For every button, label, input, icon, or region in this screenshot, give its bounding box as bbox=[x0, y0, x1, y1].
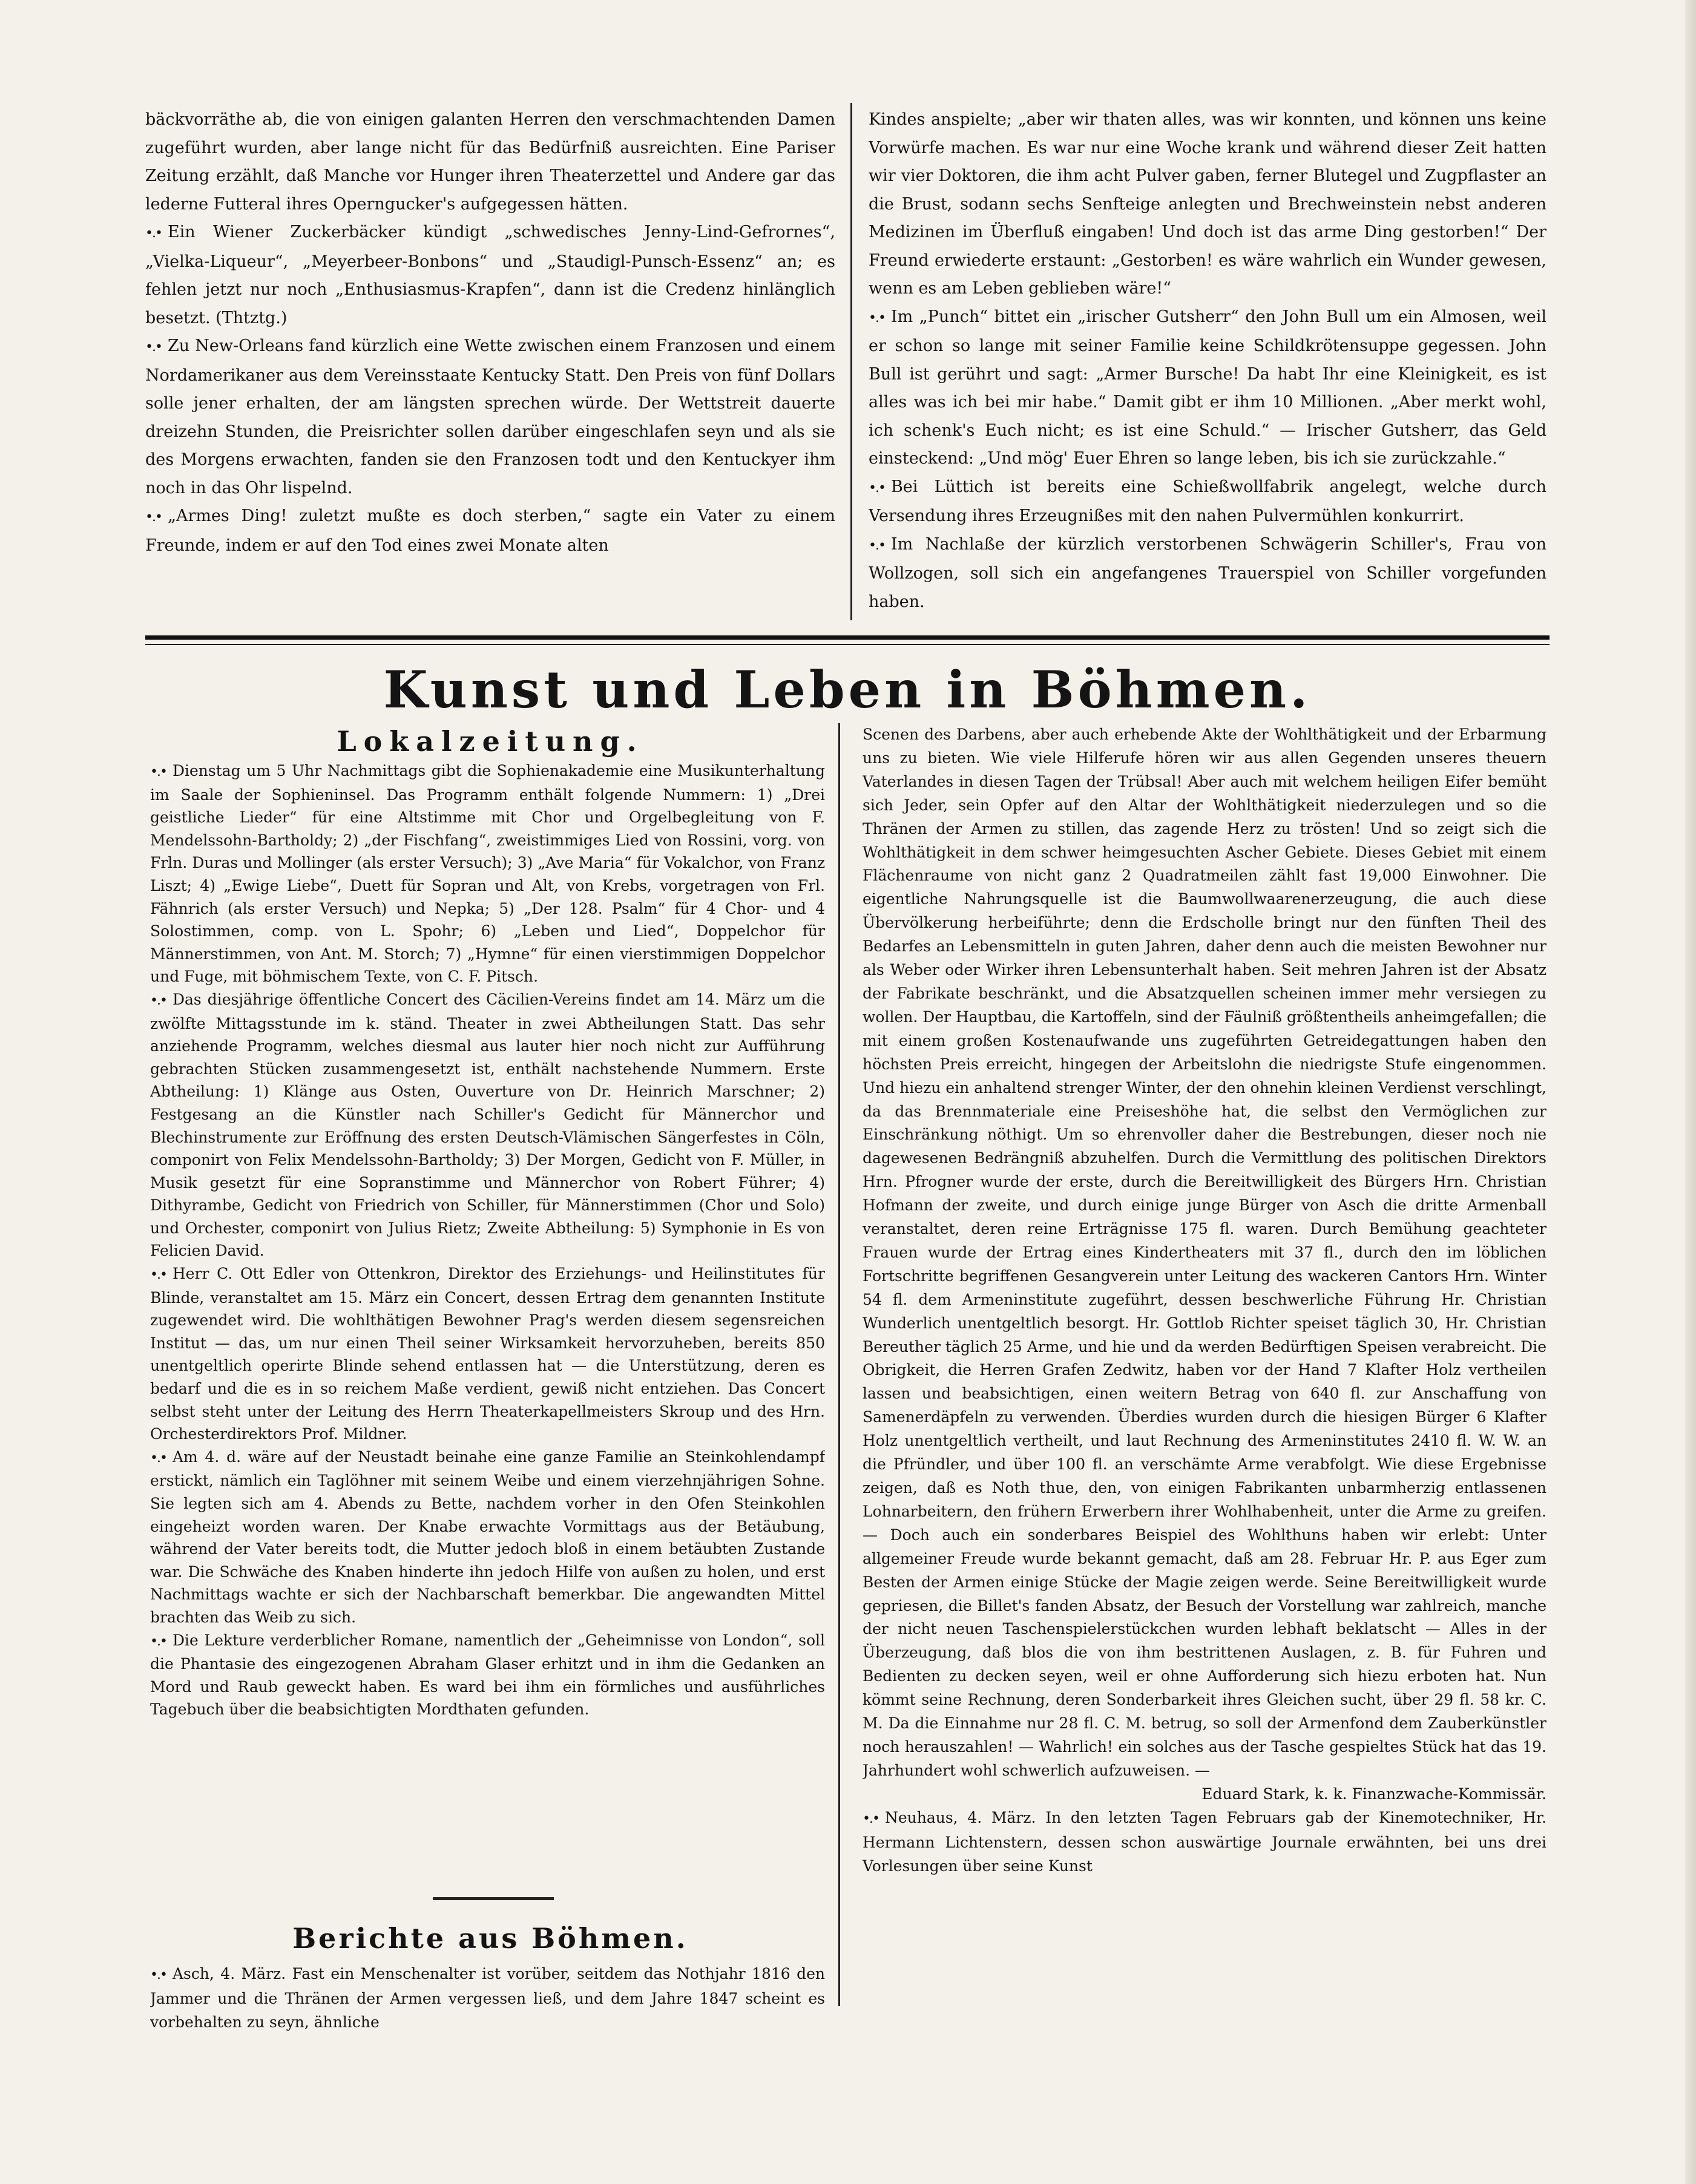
section-masthead: Kunst und Leben in Böhmen. bbox=[383, 660, 1312, 720]
news-item: •.• Asch, 4. März. Fast ein Menschenalter ist vorüber, seitdem das Nothjahr 1816 den Jammer und die Thränen der Armen vergessen ließ, und dem Jahre 1847 scheint es vorbehalten zu seyn, ähnliche bbox=[150, 1965, 825, 2031]
lokalzeitung-column bbox=[150, 759, 825, 1912]
column-divider bbox=[850, 103, 852, 620]
news-item: •.• Das diesjährige öffentliche Concert des Cäcilien-Vereins findet am 14. März um die zwölfte Mittagsstunde im k. ständ. Theater in zwei Abtheilungen Statt. Das sehr anziehende Programm, welches diesmal aus lauter hier noch nicht zur Aufführung gebrachten Stücken zusammengesetzt ist, enthält nachstehende Nummern. Erste Abtheilung: 1) Klänge aus Osten, Ouverture von Dr. Heinrich Marschner; 2) Festgesang an die Künstler nach Schiller's Gedicht für Männerchor und Blechinstrumente zur Eröffnung des ersten Deutsch-Vlämischen Sängerfestes in Cöln, componirt von Felix Mendelssohn-Bartholdy; 3) Der Morgen, Gedicht von F. Müller, in Musik gesetzt für eine Sopranstimme und Männerchor von Robert Führer; 4) Dithyrambe, Gedicht von Friedrich von Schiller, für Männerstimmen (Chor und Solo) und Orchester, componirt von Julius Rietz; Zweite Abtheilung: 5) Symphonie in Es von Felicien David. bbox=[150, 990, 825, 1260]
news-item: •.• Zu New-Orleans fand kürzlich eine Wette zwischen einem Franzosen und einem Nordamerikaner aus dem Vereinsstaate Kentucky Statt. Den Preis von fünf Dollars solle jener erhalten, der am längsten sprechen würde. Der Wettstreit dauerte dreizehn Stunden, die Preisrichter sollen darüber eingeschlafen seyn und als sie des Morgens erwachten, fanden sie den Franzosen todt und den Kentuckyer ihm noch in das Ohr lispelnd. bbox=[145, 336, 835, 497]
news-item: •.• Dienstag um 5 Uhr Nachmittags gibt die Sophienakademie eine Musikunterhaltung im Saale der Sophieninsel. Das Programm enthält folgende Nummern: 1) „Drei geistliche Lieder“ für eine Altstimme mit Chor und Orgelbegleitung von F. Mendelssohn-Bartholdy; 2) „der Fischfang“, zweistimmiges Lied von Rossini, vorg. von Frln. Duras und Mollinger (als erster Versuch); 3) „Ave Maria“ für Vokalchor, von Franz Liszt; 4) „Ewige Liebe“, Duett für Sopran und Alt, von Krebs, vorgetragen von Frl. Fähnrich (als erster Versuch) und Nepka; 5) „Der 128. Psalm“ für 4 Chor- und 4 Solostimmen, comp. von L. Spohr; 6) „Leben und Lied“, Doppelchor für Männerstimmen, von Ant. M. Storch; 7) „Hymne“ für einen vierstimmigen Doppelchor und Fuge, mit böhmischem Texte, von C. F. Pitsch. bbox=[150, 762, 825, 986]
scan-edge bbox=[1685, 0, 1696, 2184]
item-marker: •.• bbox=[150, 1450, 166, 1466]
item-marker: •.• bbox=[150, 992, 166, 1008]
paragraph: Scenen des Darbens, aber auch erhebende Akte der Wohlthätigkeit und der Erbarmung uns zu bieten. Wie viele Hilferufe hören wir aus allen Gegenden unseres theuern Vaterlandes in diesen Tagen der Trübsal! Aber auch mit welchem heiligen Eifer bemüht sich Jeder, sein Opfer auf den Altar der Wohlthätigkeit niederzulegen und so die Thränen der Armen zu stillen, das zagende Herz zu trösten! Und so zeigt sich die Wohlthätigkeit in dem schwer heimgesuchten Ascher Gebiete. Dieses Gebiet mit einem Flächenraume von nicht ganz 2 Quadratmeilen zählt fast 19,000 Einwohner. Die eigentliche Nahrungsquelle ist die Baumwollwaarenerzeugung, die auch diese Übervölkerung herbeiführte; denn die Erdscholle bringt nur den fünften Theil des Bedarfes an Lebensmitteln in guten Jahren, daher denn auch die meisten Bewohner nur als Weber oder Wirker ihren Lebensunterhalt haben. Seit mehren Jahren ist der Absatz der Fabrikate beschränkt, und die Absatzquellen scheinen immer mehr versiegen zu wollen. Der Hauptbau, die Kartoffeln, sind der Fäulniß größtentheils anheimgefallen; die mit einem großen Kostenaufwande uns zugeführten Getreidegattungen haben den höchsten Preis erreicht, hingegen der Arbeitslohn die niedrigste Stufe eingenommen. Und hiezu ein anhaltend strenger Winter, der den ohnehin kleinen Verdienst verschlingt, da das Brennmateriale eine Preiseshöhe hat, die selbst den Vermöglichen zur Einschränkung nöthigt. Um so ehrenvoller daher die Bestrebungen, dieser noch nie dagewesenen Bedrängniß abzuhelfen. Durch die Vermittlung des politischen Direktors Hrn. Pfrogner wurde der erste, durch die Bereitwilligkeit des Bürgers Hrn. Christian Hofmann der zweite, und durch einige junge Bürger von Asch die dritte Armenball veranstaltet, deren reine Erträgnisse 175 fl. waren. Durch Bemühung geachteter Frauen wurde der Ertrag eines Kindertheaters mit 37 fl., durch den im löblichen Fortschritte begriffenen Gesangverein unter Leitung des wackeren Cantors Hrn. Winter 54 fl. dem Armeninstitute zugeführt, dessen beschwerliche Führung Hr. Christian Wunderlich unentgeltlich besorgt. Hr. Gottlob Richter speiset täglich 30, Hr. Christian Bereuther täglich 25 Arme, und hie und da werden Bedürftigen Speisen verabreicht. Die Obrigkeit, die Herren Grafen Zedwitz, haben vor der Hand 7 Klafter Holz vertheilen lassen und beabsichtigen, einen weitern Betrag von 640 fl. zur Anschaffung von Samenerdäpfeln zu verwenden. Überdies wurden durch die hiesigen Bürger 6 Klafter Holz unentgeltlich vertheilt, und laut Rechnung des Armeninstitutes 2410 fl. W. W. an die Pfründler, und über 100 fl. an verschämte Arme verabfolgt. Wie diese Ergebnisse zeigen, daß es Noth thue, den, von einigen Fabrikanten unbarmherzig entlassenen Lohnarbeitern, den frühern Erwerbern ihrer Wohlhabenheit, unter die Arme zu greifen. — Doch auch ein sonderbares Beispiel des Wohlthuns haben wir erlebt: Unter allgemeiner Freude wurde bekannt gemacht, daß am 28. Februar Hr. P. aus Eger zum Besten der Armen einige Stücke der Magie zeigen werde. Seine Bereitwilligkeit wurde gepriesen, die Billet's fanden Absatz, der Besuch der Vorstellung war zahlreich, manche der nicht neuen Taschenspielerstückchen wurden lebhaft beklatscht — Alles in der Überzeugung, daß blos die von ihm bestrittenen Auslagen, z. B. für Fuhren und Bedienten zu decken seyen, weil er ohne Aufforderung sich hiezu erboten hat. Nun kömmt seine Rechnung, deren Sonderbarkeit ihres Gleichen sucht, über 29 fl. 58 kr. C. M. Da die Einnahme nur 28 fl. C. M. betrug, so soll der Armenfond dem Zauberkünstler noch herauszahlen! — Wahrlich! ein solches aus der Tasche gespieltes Stück hat das 19. Jahrhundert wohl schwerlich aufzuweisen. — bbox=[863, 726, 1546, 1779]
top-right-column bbox=[869, 106, 1546, 620]
news-item: •.• Neuhaus, 4. März. In den letzten Tagen Februars gab der Kinemotechniker, Hr. Hermann Lichtenstern, dessen schon auswärtige Journale erwähnten, bei uns drei Vorlesungen über seine Kunst bbox=[863, 1808, 1546, 1875]
berichte-heading: Berichte aus Böhmen. bbox=[292, 1922, 688, 1955]
news-item: •.• Die Lekture verderblicher Romane, namentlich der „Geheimnisse von London“, soll die Phantasie des eingezogenen Abraham Glaser erhitzt und in ihm die Gedanken an Mord und Raub geweckt haben. Es ward bei ihm ein förmliches und ausführliches Tagebuch über die beabsichtigten Mordthaten gefunden. bbox=[150, 1631, 825, 1719]
item-marker: •.• bbox=[150, 1267, 166, 1283]
section-rule-thin bbox=[145, 644, 1550, 645]
column-divider bbox=[838, 723, 840, 2006]
item-marker: •.• bbox=[145, 510, 162, 525]
item-marker: •.• bbox=[145, 339, 162, 355]
item-marker: •.• bbox=[150, 764, 166, 779]
short-separator bbox=[433, 1897, 554, 1900]
item-marker: •.• bbox=[869, 537, 885, 553]
news-item: •.• Im „Punch“ bittet ein „irischer Gutsherr“ den John Bull um ein Almosen, weil er schon so lange mit seiner Familie keine Schildkrötensuppe gegessen. John Bull ist gerührt und sagt: „Armer Bursche! Da habt Ihr eine Kleinigkeit, es ist alles was ich bei mir habe.“ Damit gibt er ihm 10 Millionen. „Aber merkt wohl, ich schenk's Euch nicht; es ist eine Schuld.“ — Irischer Gutsherr, das Geld einsteckend: „Und mög' Euer Ehren so lange leben, bis ich sie zurückzahle.“ bbox=[869, 307, 1546, 468]
lokalzeitung-heading: Lokalzeitung. bbox=[337, 725, 644, 758]
paragraph: Kindes anspielte; „aber wir thaten alles, was wir konnten, und können uns keine Vorwürfe machen. Es war nur eine Woche krank und während dieser Zeit hatten wir vier Doktoren, die ihm acht Pulver gaben, ferner Blutegel und Zugpflaster an die Brust, sodann sechs Senfteige anlegten und Brechweinstein nebst anderen Medizinen im Überfluß eingaben! Und doch ist das arme Ding gestorben!“ Der Freund erwiederte erstaunt: „Gestorben! es wäre wahrlich ein Wunder gewesen, wenn es am Leben geblieben wäre!“ bbox=[869, 110, 1546, 298]
item-marker: •.• bbox=[145, 226, 162, 241]
top-left-column bbox=[145, 106, 835, 620]
item-marker: •.• bbox=[869, 480, 885, 496]
section-rule bbox=[145, 635, 1550, 640]
item-marker: •.• bbox=[863, 1811, 879, 1826]
news-item: •.• Bei Lüttich ist bereits eine Schießwollfabrik angelegt, welche durch Versendung ihres Erzeugnißes mit den nahen Pulvermühlen konkurrirt. bbox=[869, 477, 1546, 525]
item-marker: •.• bbox=[869, 310, 885, 326]
item-marker: •.• bbox=[150, 1633, 166, 1649]
paragraph: bäckvorräthe ab, die von einigen galanten Herren den verschmachtenden Damen zugeführt wurden, aber lange nicht für das Bedürfniß ausreichten. Eine Pariser Zeitung erzählt, daß Manche vor Hunger ihren Theaterzettel und Andere gar das lederne Futteral ihres Operngucker's aufgegessen hätten. bbox=[145, 110, 835, 214]
right-main-column bbox=[863, 723, 1546, 2036]
berichte-column bbox=[150, 1962, 825, 2038]
news-item: •.• Im Nachlaße der kürzlich verstorbenen Schwägerin Schiller's, Frau von Wollzogen, soll sich ein angefangenes Trauerspiel von Schiller vorgefunden haben. bbox=[869, 534, 1546, 611]
news-item: •.• Herr C. Ott Edler von Ottenkron, Direktor des Erziehungs- und Heilinstitutes für Blinde, veranstaltet am 15. März ein Concert, dessen Ertrag dem genannten Institute zugewendet wird. Die wohlthätigen Bewohner Prag's werden diesem segensreichen Institut — das, um nur einen Theil seiner Wirksamkeit hervorzuheben, bereits 850 unentgeltlich operirte Blinde sehend entlassen hat — die Unterstützung, deren es bedarf und die es in so reichem Maße verdient, gewiß nicht entziehen. Das Concert selbst steht unter der Leitung des Herrn Theaterkapellmeisters Skroup und des Hrn. Orchesterdirektors Prof. Mildner. bbox=[150, 1265, 825, 1443]
item-marker: •.• bbox=[150, 1967, 166, 1982]
news-item: •.• Am 4. d. wäre auf der Neustadt beinahe eine ganze Familie an Steinkohlendampf erstickt, nämlich ein Taglöhner mit seinem Weibe und einem vierzehnjährigen Sohne. Sie legten sich am 4. Abends zu Bette, nachdem vorher in den Ofen Steinkohlen eingeheizt worden waren. Der Knabe erwachte Vormittags aus der Betäubung, während der Vater bereits todt, die Mutter jedoch bloß in einem betäubten Zustande war. Die Schwäche des Knaben hinderte ihn jedoch Hilfe von außen zu holen, und erst Nachmittags wachte er sich der Nachbarschaft bemerkbar. Die angewandten Mittel brachten das Weib zu sich. bbox=[150, 1448, 825, 1626]
news-item: •.• Ein Wiener Zuckerbäcker kündigt „schwedisches Jenny-Lind-Gefrornes“, „Vielka-Liqueur“, „Meyerbeer-Bonbons“ und „Staudigl-Punsch-Essenz“ an; es fehlen jetzt nur noch „Enthusiasmus-Krapfen“, dann ist die Credenz hinlänglich besetzt. (Thtztg.) bbox=[145, 223, 835, 327]
news-item: •.• „Armes Ding! zuletzt mußte es doch sterben,“ sagte ein Vater zu einem Freunde, indem er auf den Tod eines zwei Monate alten bbox=[145, 507, 835, 555]
signature: Eduard Stark, k. k. Finanzwache-Kommissär. bbox=[1201, 1785, 1546, 1803]
